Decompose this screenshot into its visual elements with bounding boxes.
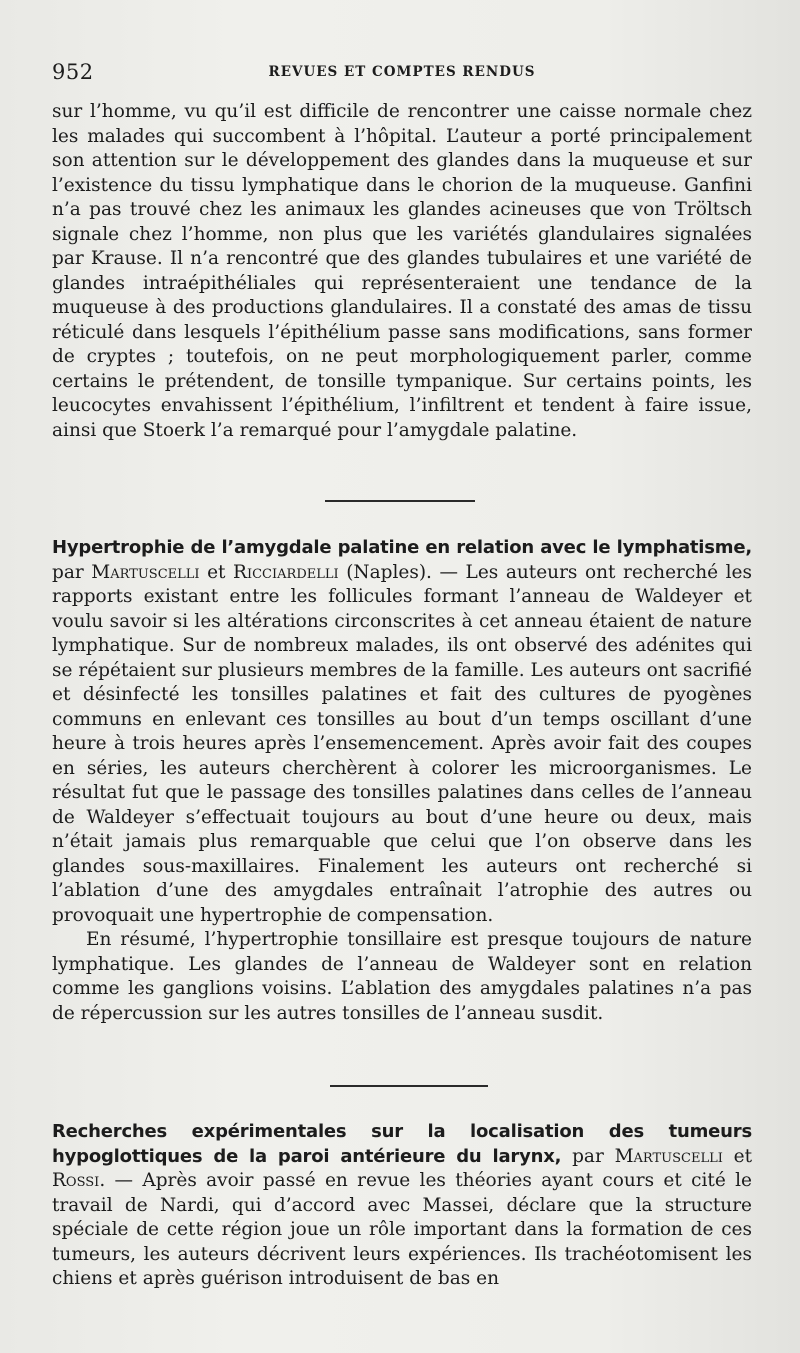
article-hypertrophie [52, 536, 752, 1026]
article1-author-2: Ricciardelli [233, 561, 339, 583]
continuation-section [52, 100, 752, 443]
article2-byline-prefix: par [561, 1145, 615, 1167]
page-number: 952 [52, 60, 94, 84]
article2-author-1: Martuscelli [614, 1145, 723, 1167]
article2-paragraph [52, 1120, 752, 1292]
page-header [52, 60, 752, 86]
article1-paragraph-1 [52, 536, 752, 928]
article1-byline-prefix: par [52, 561, 92, 583]
article1-author-1: Martuscelli [91, 561, 200, 583]
article1-paragraph-2: En résumé, l’hypertrophie tonsillaire est presque toujours de nature lymphatique. Les glandes de l’anneau de Waldeyer sont en relation comme les ganglions voisins. L’ablation des amygdales palatines n’a pas de répercussion sur les autres tonsilles de l’anneau susdit. [52, 929, 752, 1024]
article2-sep: . — [99, 1170, 143, 1191]
article2-body: Après avoir passé en revue les théories ayant cours et cité le travail de Nardi, qui d’accord avec Massei, déclare que la structure spéciale de cette région joue un rôle important dans la formation de ces tumeurs, les auteurs décrivent leurs expériences. Ils trachéotomisent les chiens et après guérison introduisent de bas en [52, 1170, 752, 1289]
running-head: REVUES ET COMPTES RENDUS [268, 64, 536, 80]
article1-location: (Naples). — [338, 561, 466, 583]
continuation-paragraph: sur l’homme, vu qu’il est difficile de rencontrer une caisse normale chez les malades qui succombent à l’hôpital. L’auteur a porté principalement son attention sur le développement des glandes dans la muqueuse et sur l’existence du tissu lymphatique dans le chorion de la muqueuse. Ganfini n’a pas trouvé chez les animaux les glandes acineuses que von Tröltsch signale chez l’homme, non plus que les variétés glandulaires signalées par Krause. Il n’a rencontré que des glandes tubulaires et une variété de glandes intraépithéliales qui représenteraient une tendance de la muqueuse à des productions glandulaires. Il a constaté des amas de tissu réticulé dans lesquels l’épithélium passe sans modifications, sans former de cryptes ; toutefois, on ne peut morphologiquement parler, comme certains le prétendent, de tonsille tympanique. Sur certains points, les leucocytes envahissent l’épithélium, l’infiltrent et tendent à faire issue, ainsi que Stoerk l’a remarqué pour l’amygdale palatine. [52, 101, 752, 441]
section-divider [330, 1085, 488, 1087]
article1-conj: et [199, 561, 234, 583]
article1-title: Hypertrophie de l’amygdale palatine en relation avec le lymphatisme, [52, 537, 752, 558]
article1-body: Les auteurs ont recherché les rapports existant entre les follicules formant l’anneau de Waldeyer et voulu savoir si les altérations circonscrites à cet anneau étaient de nature lymphatique. Sur de nombreux malades, ils ont observé des adénites qui se répétaient sur plusieurs membres de la famille. Les auteurs ont sacrifié et désinfecté les tonsilles palatines et fait des cultures de pyogènes communs en enlevant ces tonsilles au bout d’un temps oscillant d’une heure à trois heures après l’ensemencement. Après avoir fait des coupes en séries, les auteurs cherchèrent à colorer les microorganismes. Le résultat fut que le passage des tonsilles palatines dans celles de l’anneau de Waldeyer s’effectuait toujours au bout d’une heure ou deux, mais n’était jamais plus remarquable que celui que l’on observe dans les glandes sous-maxillaires. Finalement les auteurs ont recherché si l’ablation d’une des amygdales entraînait l’atrophie des autres ou provoquait une hypertrophie de compensation. [52, 561, 752, 926]
article2-conj: et [722, 1145, 753, 1167]
article2-author-2: Rossi [52, 1170, 100, 1191]
article2-title: Recherches expérimentales sur la localisation des tumeurs hypoglottiques de la paroi antérieure du larynx, [52, 1121, 752, 1167]
section-divider [325, 500, 475, 502]
article-recherches [52, 1120, 752, 1292]
